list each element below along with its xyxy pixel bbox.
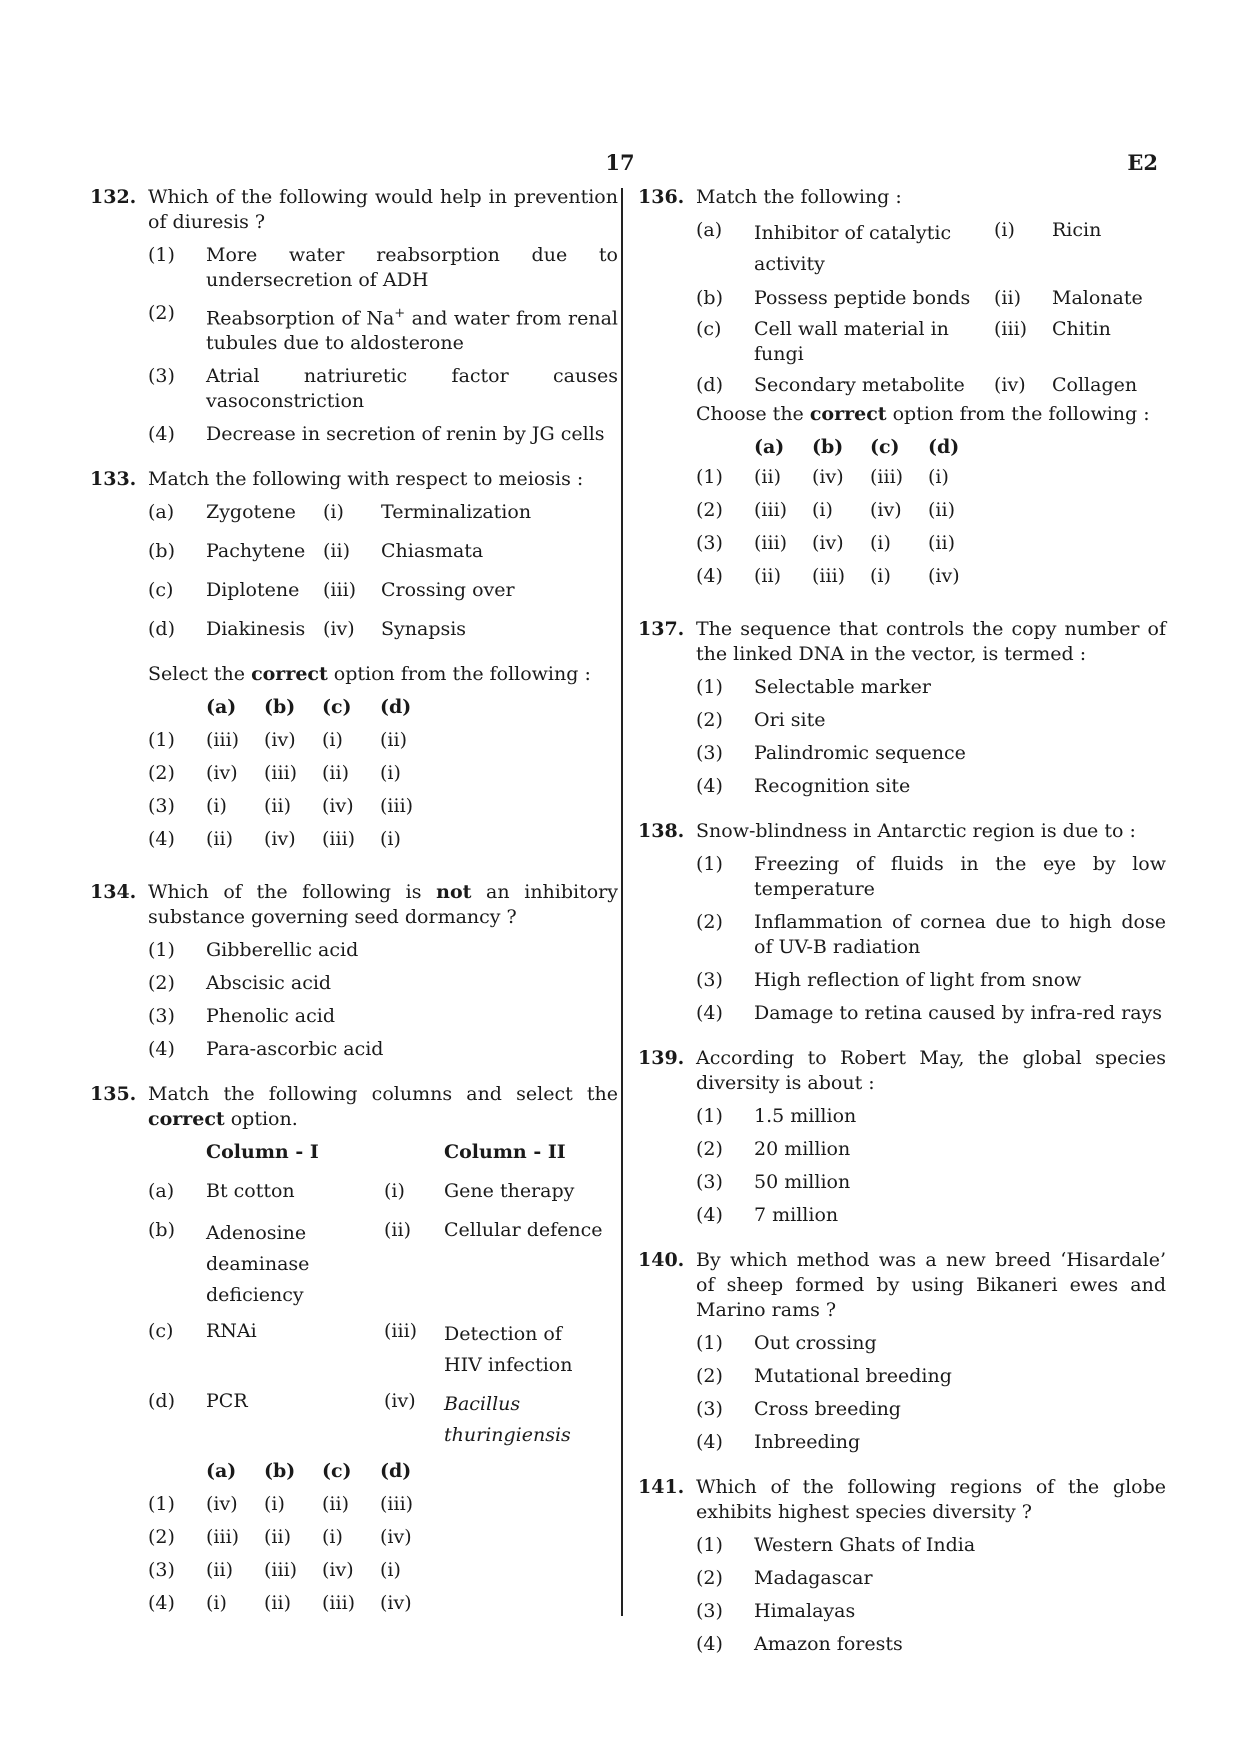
answer-header-row xyxy=(148,695,438,728)
answer-cell: (i) xyxy=(206,1592,227,1615)
answer-cell: (iii) xyxy=(264,762,298,785)
match-row xyxy=(148,1218,618,1319)
question-138 xyxy=(638,819,1166,1026)
answer-row xyxy=(148,794,438,827)
match-row xyxy=(148,1389,618,1459)
option-number: (2) xyxy=(696,1138,723,1160)
answer-cell: (ii) xyxy=(264,1592,291,1615)
col2-item: Crossing over xyxy=(381,579,515,602)
option-text: Cross breeding xyxy=(754,1398,901,1420)
answer-head: (b) xyxy=(264,1460,296,1483)
answer-cell: (iii) xyxy=(206,1526,240,1549)
option xyxy=(696,774,1166,799)
roman-label: (iv) xyxy=(384,1390,416,1413)
option-text: Out crossing xyxy=(754,1332,877,1354)
question-text: Which of the following regions of the globe exhibits highest species diversity ? xyxy=(696,1476,1166,1523)
col2-item: Detection of HIV infection xyxy=(444,1323,573,1377)
question-text-part: an inhibitory substance governing seed dormancy ? xyxy=(148,881,619,929)
instruction xyxy=(148,662,618,687)
answer-row xyxy=(148,1558,438,1591)
option xyxy=(696,1533,1166,1558)
answer-head: (c) xyxy=(322,1460,352,1483)
question-135 xyxy=(90,1082,618,1624)
col1-item: Possess peptide bonds xyxy=(754,287,971,309)
question-text: Match the following : xyxy=(696,186,902,208)
question-132 xyxy=(90,185,618,447)
question-text: Snow-blindness in Antarctic region is due to : xyxy=(696,820,1136,842)
roman-label: (iii) xyxy=(384,1320,418,1343)
option-number: (2) xyxy=(696,911,723,933)
option-text: Palindromic sequence xyxy=(754,742,966,764)
col1-item: PCR xyxy=(206,1390,248,1413)
option-number: (1) xyxy=(696,1105,723,1127)
answer-head: (a) xyxy=(206,696,237,719)
answer-cell: (i) xyxy=(206,795,227,818)
paper-code: E2 xyxy=(1127,150,1158,175)
answer-header-row xyxy=(696,435,986,465)
answer-cell: (iv) xyxy=(812,532,844,554)
option-number: (3) xyxy=(148,1005,175,1028)
answer-row xyxy=(148,1525,438,1558)
question-text-part: Match the following columns and select the xyxy=(148,1083,618,1106)
match-row xyxy=(696,218,1166,286)
answer-cell: (iii) xyxy=(754,532,788,554)
question-text-part: Which of the following is xyxy=(148,881,437,904)
instruction xyxy=(638,402,1166,427)
option-text: More water reabsorption due to undersecretion of ADH xyxy=(206,244,618,291)
option-number: (3) xyxy=(696,742,723,764)
option xyxy=(148,938,618,963)
option xyxy=(148,1037,618,1062)
option-text: 20 million xyxy=(754,1138,851,1160)
col1-item: Adenosine deaminase deficiency xyxy=(206,1222,310,1307)
answer-cell: (iv) xyxy=(206,762,238,785)
answer-row xyxy=(148,728,438,761)
option-number: (4) xyxy=(696,1204,723,1226)
option xyxy=(148,1004,618,1029)
answer-cell: (iii) xyxy=(380,795,414,818)
answer-cell: (iv) xyxy=(870,499,902,521)
option-number: (2) xyxy=(696,1567,723,1589)
option-text: Mutational breeding xyxy=(754,1365,952,1387)
answer-cell: (iii) xyxy=(322,828,356,851)
option-text: Phenolic acid xyxy=(206,1005,335,1028)
answer-cell: (i) xyxy=(380,1559,401,1582)
option-number: (4) xyxy=(148,423,175,446)
col2-item: Ricin xyxy=(1052,219,1102,241)
col2-item: Chitin xyxy=(1052,318,1111,340)
option-number: (2) xyxy=(696,709,723,731)
option-number: (1) xyxy=(148,244,175,266)
superscript-plus: + xyxy=(394,306,406,321)
match-row xyxy=(696,373,1166,402)
answer-cell: (4) xyxy=(696,565,723,587)
answer-cell: (i) xyxy=(380,828,401,851)
option xyxy=(696,1430,1166,1455)
answer-cell: (iv) xyxy=(264,828,296,851)
option-number: (3) xyxy=(696,1600,723,1622)
option xyxy=(696,1599,1166,1624)
option xyxy=(148,364,618,414)
option-text: 7 million xyxy=(754,1204,839,1226)
option xyxy=(696,968,1166,993)
col1-item: Cell wall material in fungi xyxy=(754,318,949,365)
match-row xyxy=(148,539,531,578)
option-number: (3) xyxy=(696,1398,723,1420)
option-number: (1) xyxy=(148,939,175,962)
answer-cell: (iv) xyxy=(380,1526,412,1549)
row-label: (a) xyxy=(696,219,723,241)
col1-item: Bt cotton xyxy=(206,1180,295,1203)
option-number: (2) xyxy=(148,302,175,324)
option-text: Abscisic acid xyxy=(206,972,332,995)
col2-item: Malonate xyxy=(1052,287,1143,309)
roman-label: (ii) xyxy=(323,540,350,563)
option xyxy=(696,1397,1166,1422)
answer-head: (a) xyxy=(754,436,785,458)
col2-item: Chiasmata xyxy=(381,540,484,563)
answer-head: (b) xyxy=(264,696,296,719)
answer-cell: (iii) xyxy=(206,729,240,752)
col1-item: Secondary metabolite xyxy=(754,374,965,396)
column-header-row xyxy=(148,1140,618,1179)
answer-head: (a) xyxy=(206,1460,237,1483)
answer-cell: (ii) xyxy=(754,466,781,488)
answer-table xyxy=(148,695,438,860)
instruction-part: Choose the xyxy=(696,403,810,425)
option-text: Western Ghats of India xyxy=(754,1534,976,1556)
roman-label: (i) xyxy=(994,219,1015,241)
column-1-header: Column - I xyxy=(206,1141,319,1164)
row-label: (d) xyxy=(696,374,723,396)
row-label: (a) xyxy=(148,501,175,524)
answer-header-row xyxy=(148,1459,438,1492)
question-text: The sequence that controls the copy number of the linked DNA in the vector, is termed : xyxy=(696,618,1166,665)
question-number: 134. xyxy=(90,881,137,904)
option xyxy=(696,708,1166,733)
answer-cell: (iii) xyxy=(870,466,904,488)
left-column xyxy=(90,185,618,1644)
option-text xyxy=(206,301,618,356)
match-row xyxy=(148,1319,618,1389)
option-number: (2) xyxy=(148,972,175,995)
col2-item: Terminalization xyxy=(381,501,532,524)
option-text: Para-ascorbic acid xyxy=(206,1038,384,1061)
question-139 xyxy=(638,1046,1166,1228)
question-number: 140. xyxy=(638,1249,685,1271)
row-label: (d) xyxy=(148,1390,175,1413)
question-140 xyxy=(638,1248,1166,1455)
option xyxy=(696,1364,1166,1389)
question-number: 141. xyxy=(638,1476,685,1498)
option-text: Freezing of fluids in the eye by low temperature xyxy=(754,853,1166,900)
answer-head: (d) xyxy=(380,1460,412,1483)
option xyxy=(148,422,618,447)
question-number: 135. xyxy=(90,1083,137,1106)
answer-row xyxy=(148,827,438,860)
option xyxy=(696,1137,1166,1162)
answer-cell: (iv) xyxy=(206,1493,238,1516)
answer-cell: (iv) xyxy=(322,795,354,818)
answer-cell: (iii) xyxy=(264,1559,298,1582)
column-2-header: Column - II xyxy=(444,1141,566,1164)
instruction-part: Select the xyxy=(148,663,252,686)
answer-cell: (ii) xyxy=(322,1493,349,1516)
match-row xyxy=(696,317,1166,373)
option xyxy=(696,1170,1166,1195)
answer-cell: (ii) xyxy=(264,795,291,818)
answer-cell: (iii) xyxy=(812,565,846,587)
option-text: Atrial natriuretic factor causes vasoconstriction xyxy=(206,365,618,413)
option-text: Selectable marker xyxy=(754,676,931,698)
option-text: Ori site xyxy=(754,709,826,731)
answer-cell: (i) xyxy=(870,565,891,587)
col1-item: Pachytene xyxy=(206,540,306,563)
question-text xyxy=(148,880,618,930)
answer-row xyxy=(148,1492,438,1525)
question-text: According to Robert May, the global species diversity is about : xyxy=(696,1047,1166,1094)
option-number: (3) xyxy=(696,969,723,991)
instruction-emphasis: correct xyxy=(809,403,887,425)
col2-item: Cellular defence xyxy=(444,1219,603,1242)
answer-row xyxy=(696,564,986,597)
question-133 xyxy=(90,467,618,860)
option-text: Decrease in secretion of renin by JG cells xyxy=(206,423,605,446)
answer-cell: (ii) xyxy=(264,1526,291,1549)
answer-cell: (2) xyxy=(696,499,723,521)
question-number: 138. xyxy=(638,820,685,842)
question-134 xyxy=(90,880,618,1062)
match-table xyxy=(148,500,531,656)
answer-row xyxy=(148,761,438,794)
answer-cell: (i) xyxy=(812,499,833,521)
option xyxy=(148,301,618,356)
option xyxy=(696,1632,1166,1657)
answer-cell: (i) xyxy=(870,532,891,554)
column-divider xyxy=(621,188,623,1616)
answer-cell: (i) xyxy=(322,1526,343,1549)
col1-item: Diakinesis xyxy=(206,618,306,641)
answer-cell: (iv) xyxy=(322,1559,354,1582)
option xyxy=(148,971,618,996)
question-number: 139. xyxy=(638,1047,685,1069)
answer-row xyxy=(148,1591,438,1624)
roman-label: (ii) xyxy=(384,1219,411,1242)
answer-cell: (i) xyxy=(380,762,401,785)
match-row xyxy=(696,286,1166,317)
roman-label: (i) xyxy=(384,1180,405,1203)
answer-cell: (1) xyxy=(696,466,723,488)
answer-row xyxy=(696,531,986,564)
answer-cell: (i) xyxy=(264,1493,285,1516)
option xyxy=(696,1001,1166,1026)
answer-head: (c) xyxy=(322,696,352,719)
col1-item: Diplotene xyxy=(206,579,300,602)
match-table xyxy=(696,218,1166,402)
option-number: (3) xyxy=(148,365,175,388)
answer-cell: (3) xyxy=(148,1559,175,1582)
option-number: (1) xyxy=(696,1534,723,1556)
question-141 xyxy=(638,1475,1166,1657)
option-text: Amazon forests xyxy=(754,1633,903,1655)
option-text-part: and water from renal tubules due to aldosterone xyxy=(206,307,618,355)
option-number: (3) xyxy=(696,1171,723,1193)
answer-table xyxy=(696,435,986,597)
option xyxy=(696,741,1166,766)
roman-label: (iv) xyxy=(994,374,1026,396)
match-table xyxy=(148,1140,618,1459)
option-text: Madagascar xyxy=(754,1567,873,1589)
option-text: High reflection of light from snow xyxy=(754,969,1082,991)
answer-cell: (i) xyxy=(322,729,343,752)
match-row xyxy=(148,578,531,617)
col2-item: Collagen xyxy=(1052,374,1138,396)
answer-cell: (4) xyxy=(148,1592,175,1615)
answer-head: (d) xyxy=(928,436,960,458)
col1-item: Zygotene xyxy=(206,501,296,524)
match-row xyxy=(148,617,531,656)
row-label: (b) xyxy=(148,1219,175,1242)
option-number: (1) xyxy=(696,853,723,875)
option-number: (4) xyxy=(696,775,723,797)
option xyxy=(696,1203,1166,1228)
option xyxy=(148,243,618,293)
instruction-part: option from the following : xyxy=(327,663,591,686)
option xyxy=(696,1566,1166,1591)
question-number: 136. xyxy=(638,186,685,208)
answer-row xyxy=(696,498,986,531)
question-text: By which method was a new breed ‘Hisardale’ of sheep formed by using Bikaneri ewes and Marino rams ? xyxy=(696,1249,1166,1321)
match-row xyxy=(148,1179,618,1218)
question-number: 133. xyxy=(90,468,137,491)
option xyxy=(696,1104,1166,1129)
answer-cell: (1) xyxy=(148,1493,175,1516)
answer-cell: (2) xyxy=(148,762,175,785)
answer-cell: (1) xyxy=(148,729,175,752)
answer-cell: (iv) xyxy=(264,729,296,752)
roman-label: (iii) xyxy=(323,579,357,602)
answer-cell: (3) xyxy=(696,532,723,554)
right-column xyxy=(638,185,1166,1677)
row-label: (c) xyxy=(148,1320,174,1343)
answer-head: (d) xyxy=(380,696,412,719)
option-text: Gibberellic acid xyxy=(206,939,359,962)
question-number: 132. xyxy=(90,186,137,208)
row-label: (a) xyxy=(148,1180,175,1203)
option-number: (1) xyxy=(696,1332,723,1354)
answer-cell: (ii) xyxy=(206,1559,233,1582)
option-text: Recognition site xyxy=(754,775,911,797)
instruction-part: option from the following : xyxy=(886,403,1150,425)
option-text: 50 million xyxy=(754,1171,851,1193)
roman-label: (i) xyxy=(323,501,344,524)
roman-label: (ii) xyxy=(994,287,1021,309)
answer-cell: (iv) xyxy=(812,466,844,488)
col1-item: RNAi xyxy=(206,1320,257,1343)
answer-cell: (ii) xyxy=(754,565,781,587)
answer-cell: (iii) xyxy=(754,499,788,521)
roman-label: (iii) xyxy=(994,318,1028,340)
answer-row xyxy=(696,465,986,498)
answer-cell: (i) xyxy=(928,466,949,488)
answer-table xyxy=(148,1459,438,1624)
option-text: Inflammation of cornea due to high dose of UV-B radiation xyxy=(754,911,1166,958)
answer-cell: (ii) xyxy=(928,532,955,554)
row-label: (b) xyxy=(696,287,723,309)
option xyxy=(696,675,1166,700)
question-137 xyxy=(638,617,1166,799)
col2-item: Gene therapy xyxy=(444,1180,575,1203)
row-label: (c) xyxy=(148,579,174,602)
question-text: Which of the following would help in prevention of diuresis ? xyxy=(148,186,618,233)
question-text: Match the following with respect to meiosis : xyxy=(148,468,584,491)
answer-cell: (iii) xyxy=(380,1493,414,1516)
answer-head: (b) xyxy=(812,436,844,458)
option-text: Inbreeding xyxy=(754,1431,861,1453)
answer-cell: (iv) xyxy=(380,1592,412,1615)
option-number: (1) xyxy=(696,676,723,698)
option xyxy=(696,852,1166,902)
answer-cell: (iv) xyxy=(928,565,960,587)
answer-cell: (2) xyxy=(148,1526,175,1549)
answer-cell: (ii) xyxy=(380,729,407,752)
question-emphasis: not xyxy=(436,881,472,904)
option xyxy=(696,1331,1166,1356)
row-label: (b) xyxy=(148,540,175,563)
answer-cell: (4) xyxy=(148,828,175,851)
answer-cell: (ii) xyxy=(206,828,233,851)
question-136 xyxy=(638,185,1166,597)
page-number: 17 xyxy=(605,150,635,175)
option xyxy=(696,910,1166,960)
col2-item: Bacillus thuringiensis xyxy=(444,1393,571,1447)
question-text xyxy=(148,1082,618,1132)
option-number: (4) xyxy=(696,1002,723,1024)
answer-cell: (3) xyxy=(148,795,175,818)
question-emphasis: correct xyxy=(148,1108,225,1131)
answer-cell: (ii) xyxy=(322,762,349,785)
option-number: (2) xyxy=(696,1365,723,1387)
row-label: (c) xyxy=(696,318,722,340)
answer-cell: (iii) xyxy=(322,1592,356,1615)
row-label: (d) xyxy=(148,618,175,641)
instruction-emphasis: correct xyxy=(251,663,328,686)
question-number: 137. xyxy=(638,618,685,640)
option-number: (4) xyxy=(696,1633,723,1655)
answer-head: (c) xyxy=(870,436,900,458)
answer-cell: (ii) xyxy=(928,499,955,521)
option-number: (4) xyxy=(696,1431,723,1453)
roman-label: (iv) xyxy=(323,618,355,641)
option-text-part: Reabsorption of Na xyxy=(206,307,395,330)
match-row xyxy=(148,500,531,539)
question-text-part: option. xyxy=(224,1108,298,1131)
col1-item: Inhibitor of catalytic activity xyxy=(754,222,952,275)
option-text: Damage to retina caused by infra-red rays xyxy=(754,1002,1163,1024)
option-number: (4) xyxy=(148,1038,175,1061)
col2-item: Synapsis xyxy=(381,618,467,641)
option-text: Himalayas xyxy=(754,1600,856,1622)
option-text: 1.5 million xyxy=(754,1105,857,1127)
